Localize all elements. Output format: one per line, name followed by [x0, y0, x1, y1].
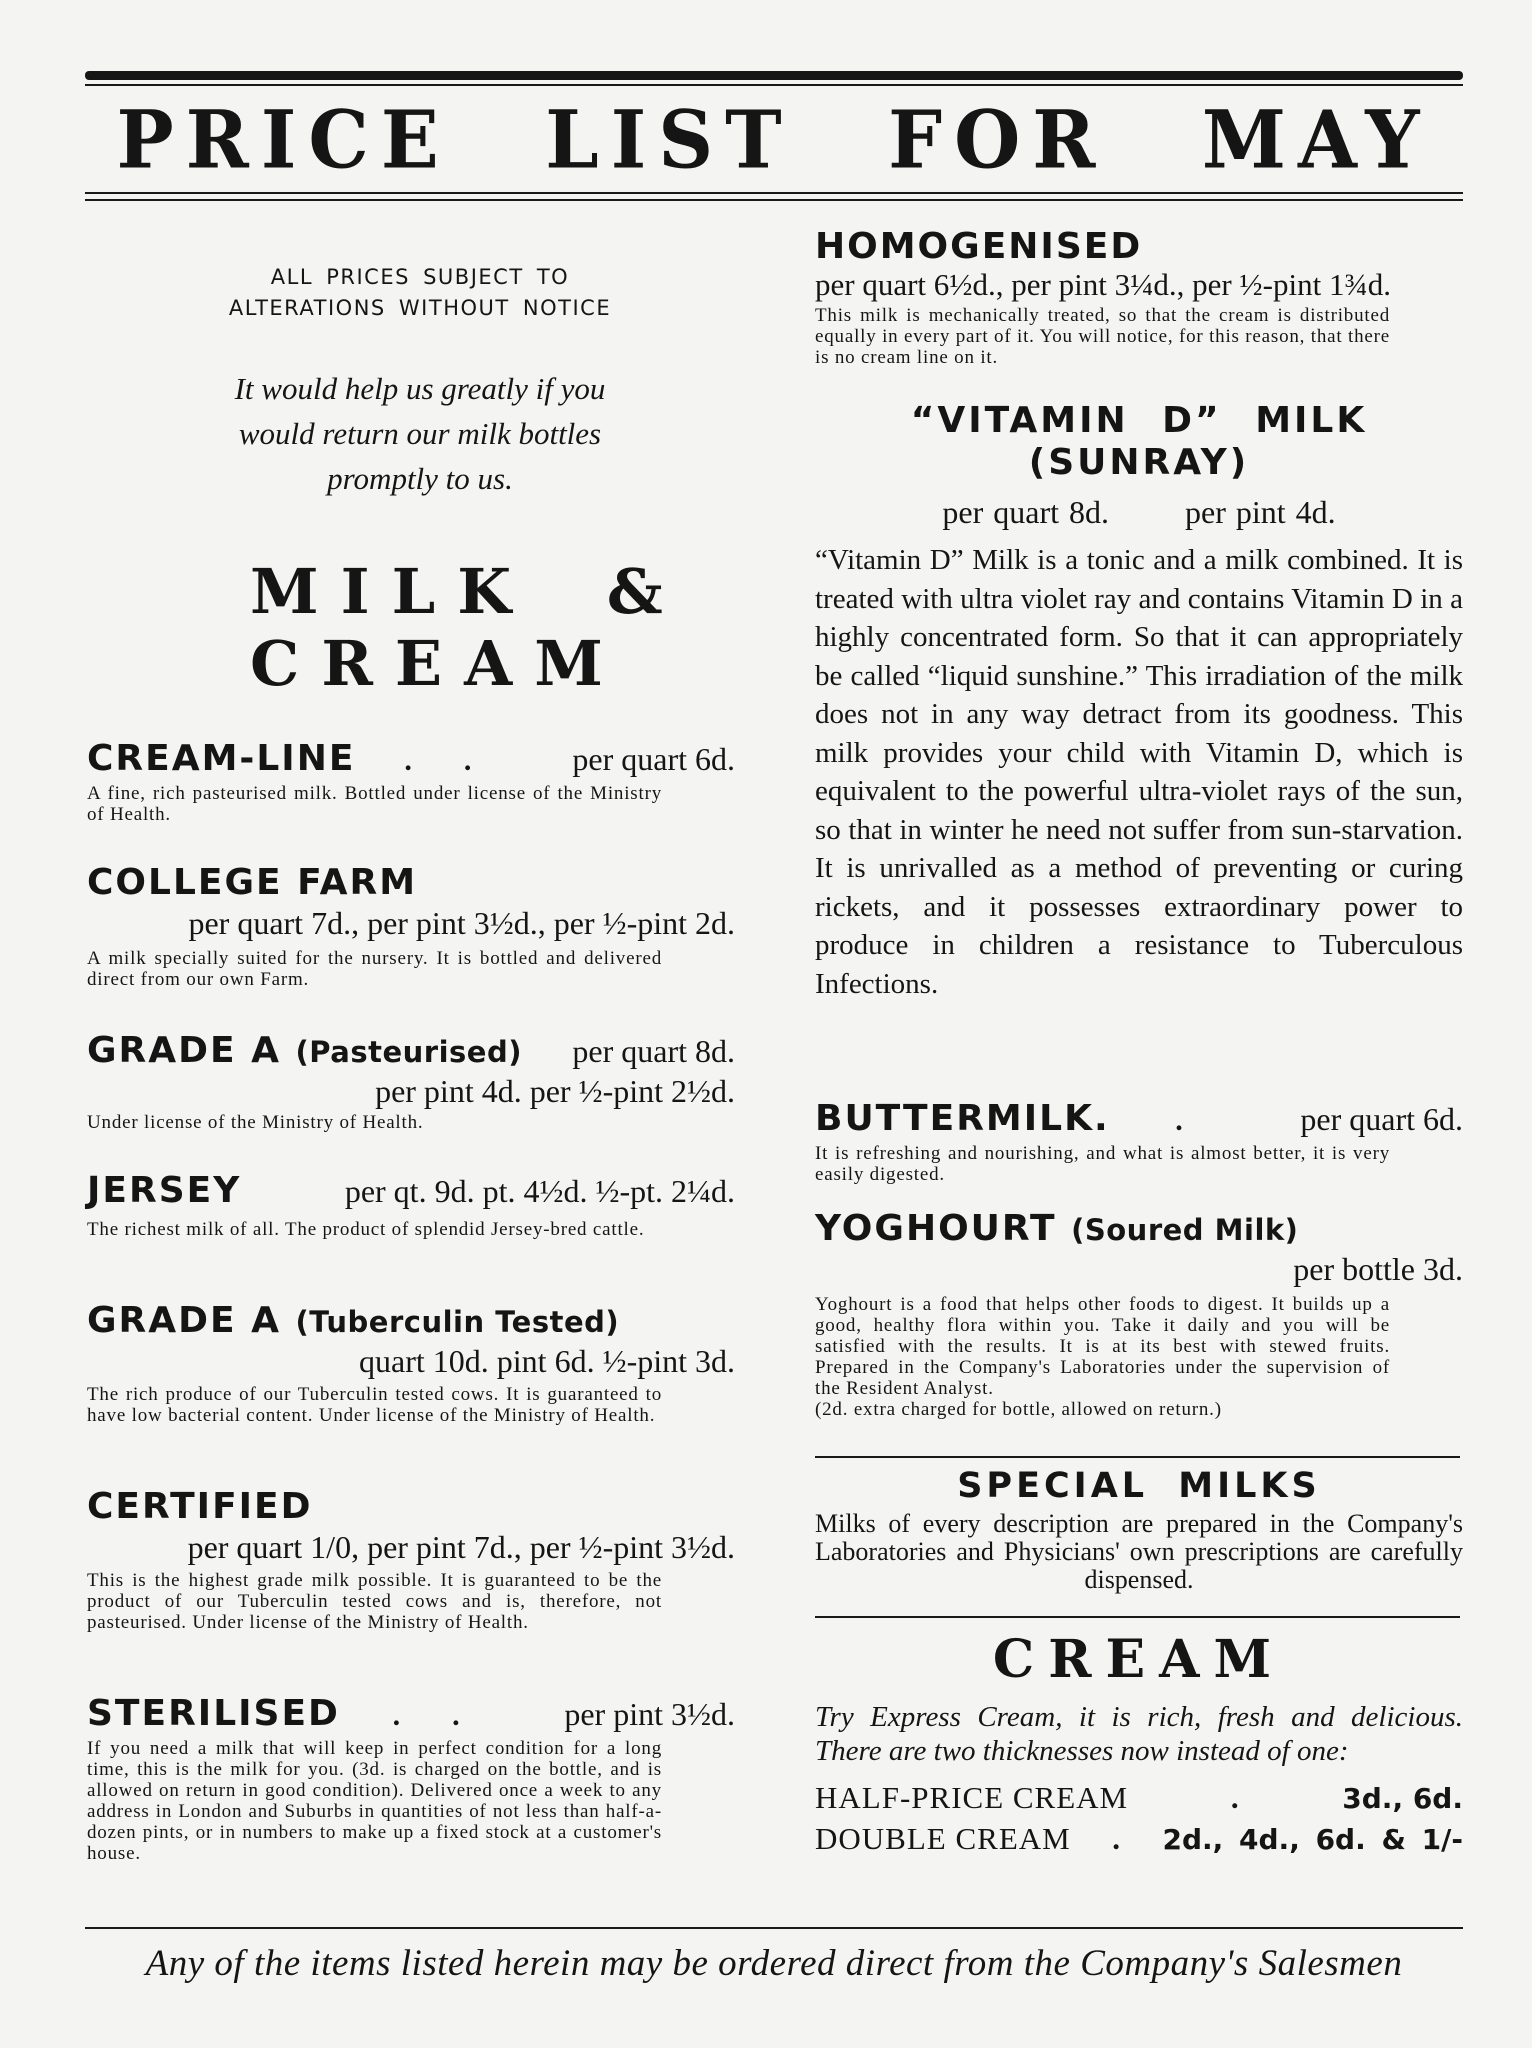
cream-row-label: DOUBLE CREAM: [815, 1821, 1071, 1856]
item-name-group: [815, 1208, 1463, 1249]
item-price: per bottle 3d.: [1293, 1251, 1463, 1287]
leader-dots: .: [1175, 1104, 1235, 1137]
special-milks-top-rule: [815, 1456, 1460, 1458]
item-price: per qt. 9d. pt. 4½d. ½-pt. 2¼d.: [344, 1173, 735, 1209]
leader-dots: .: [1112, 1821, 1121, 1856]
cream-row-label: HALF-PRICE CREAM: [815, 1780, 1129, 1815]
cream-intro: Try Express Cream, it is rich, fresh and delicious. There are two thicknesses now instead of one:: [815, 1701, 1463, 1767]
vitamin-d-price-pint: per pint 4d.: [1184, 494, 1336, 530]
cream-row-prices: 2d., 4d., 6d. & 1/-: [1162, 1823, 1463, 1856]
item-name: YOGHOURT: [815, 1208, 1057, 1249]
item-name: GRADE A: [87, 1030, 281, 1071]
special-milks-section: [815, 1466, 1463, 1594]
footer-rule: [85, 1927, 1463, 1929]
header-top-thick-rule: [85, 71, 1463, 80]
cream-row-half-price: [815, 1778, 1463, 1819]
item-name: CERTIFIED: [87, 1486, 313, 1527]
special-milks-bottom-rule: [815, 1616, 1460, 1618]
item-description: The richest milk of all. The product of splendid Jersey-bred cattle.: [87, 1219, 645, 1240]
item-description: A milk specially suited for the nursery. It is bottled and delivered direct from our own Farm.: [87, 948, 662, 990]
leader-dots: ..: [392, 1699, 512, 1732]
item-price-2: per pint 4d. per ½-pint 2½d.: [375, 1073, 735, 1109]
item-name: GRADE A: [87, 1300, 281, 1341]
cream-section: [815, 1628, 1463, 1860]
item-name: STERILISED: [87, 1693, 340, 1734]
price-notice: [170, 262, 670, 324]
item-grade-a-pasteurised: [87, 1030, 735, 1133]
vitamin-d-title: [815, 400, 1463, 484]
item-price: per pint 3½d.: [564, 1696, 735, 1732]
vitamin-d-description: “Vitamin D” Milk is a tonic and a milk combined. It is treated with ultra violet ray and contains Vitamin D in a highly concentrated form. So that it can appropriately be called “liquid sunshine.” This irradiation of the milk does not in any way detract from its goodness. This milk provides your child with Vitamin D, which is equivalent to the powerful ultra-violet rays of the sun, so that in winter he need not suffer from sun-starvation. It is unrivalled as a method of preventing or curing rickets, and it possesses extraordinary power to produce in children a resistance to Tuberculous Infections.: [815, 544, 1463, 1000]
item-description: The rich produce of our Tuberculin tested cows. It is guaranteed to have low bacterial content. Under license of the Ministry of Health.: [87, 1384, 662, 1426]
section-title-line-2: CREAM: [250, 627, 625, 700]
item-cream-line: [87, 738, 735, 825]
item-yoghourt: [815, 1208, 1463, 1420]
item-price-1: per quart 8d.: [572, 1033, 735, 1069]
section-title-line-1: MILK &: [250, 555, 685, 628]
cream-row-prices: 3d., 6d.: [1342, 1782, 1463, 1815]
item-description: A fine, rich pasteurised milk. Bottled under license of the Ministry of Health.: [87, 783, 662, 825]
item-qualifier: (Pasteurised): [295, 1035, 522, 1069]
item-name: JERSEY: [87, 1170, 242, 1211]
item-bottle-note: (2d. extra charged for bottle, allowed on return.): [815, 1399, 1222, 1420]
item-name-group: [87, 1300, 735, 1341]
vitamin-d-title-line-1: “VITAMIN D” MILK: [910, 400, 1368, 441]
item-price: per quart 1/0, per pint 7d., per ½-pint 3½d.: [187, 1529, 735, 1565]
footer-ordering-note: Any of the items listed herein may be ordered direct from the Company's Salesmen: [145, 1943, 1403, 1984]
cream-row-double: [815, 1819, 1463, 1860]
item-qualifier: (Tuberculin Tested): [295, 1305, 620, 1339]
item-jersey: [87, 1170, 735, 1240]
header-bottom-rule-2: [85, 199, 1463, 201]
cream-title: CREAM: [992, 1629, 1286, 1690]
notice-line-2: ALTERATIONS WITHOUT NOTICE: [228, 296, 612, 320]
notice-line-1: ALL PRICES SUBJECT TO: [270, 265, 570, 289]
item-description: This is the highest grade milk possible. It is guaranteed to be the product of our Tuberculin tested cows and is, therefore, not pasteurised. Under license of the Ministry of Health.: [87, 1570, 662, 1633]
item-name: COLLEGE FARM: [87, 862, 418, 903]
appeal-line-1: It would help us greatly if you: [234, 371, 606, 406]
item-price: per quart 6½d., per pint 3¼d., per ½-pint 1¾d.: [815, 267, 1391, 302]
appeal-line-2: would return our milk bottles: [238, 416, 602, 451]
header-bottom-rule-1: [85, 192, 1463, 194]
special-milks-title: SPECIAL MILKS: [957, 1466, 1321, 1506]
item-description: If you need a milk that will keep in perfect condition for a long time, this is the milk for you. (3d. is charged on the bottle, and is allowed on return in good condition). Delivered once a week to any address in London and Suburbs in quantities of not less than half-a-dozen pints, or in numbers to make up a fixed stock at a customer's house.: [87, 1738, 662, 1864]
item-buttermilk: [815, 1098, 1463, 1185]
item-name: HOMOGENISED: [815, 226, 1143, 267]
leader-dots: ..: [404, 744, 524, 777]
item-name-group: [87, 1030, 522, 1071]
item-qualifier: (Soured Milk): [1071, 1213, 1299, 1247]
item-price: per quart 6d.: [572, 741, 735, 777]
special-milks-description: Milks of every description are prepared in the Company's Laboratories and Physicians' own prescriptions are carefully dispensed.: [815, 1509, 1463, 1594]
item-description: It is refreshing and nourishing, and what is almost better, it is very easily digested.: [815, 1143, 1390, 1185]
item-college-farm: [87, 862, 735, 990]
vitamin-d-prices: [815, 494, 1463, 531]
item-vitamin-d-milk: [815, 400, 1463, 1003]
item-price: quart 10d. pint 6d. ½-pint 3d.: [359, 1343, 735, 1379]
item-description: This milk is mechanically treated, so that the cream is distributed equally in every part of it. You will notice, for this reason, that there is no cream line on it.: [815, 305, 1390, 368]
item-description: Under license of the Ministry of Health.: [87, 1112, 424, 1133]
item-certified: [87, 1486, 735, 1633]
leader-dots: .: [1230, 1780, 1240, 1815]
vitamin-d-price-quart: per quart 8d.: [942, 494, 1109, 530]
item-price: per quart 6d.: [1300, 1101, 1463, 1137]
item-homogenised: [815, 226, 1463, 368]
item-name: BUTTERMILK.: [815, 1098, 1110, 1139]
bottle-return-appeal: [170, 366, 670, 501]
milk-cream-section-title: [250, 556, 685, 700]
item-grade-a-tuberculin-tested: [87, 1300, 735, 1426]
vitamin-d-title-line-2: (SUNRAY): [1028, 442, 1250, 483]
page-title: PRICE LIST FOR MAY: [116, 92, 1432, 187]
header-top-thin-rule: [85, 84, 1463, 86]
item-sterilised: [87, 1693, 735, 1864]
item-description: Yoghourt is a food that helps other foods to digest. It builds up a good, healthy flora within you. Take it daily and you will be satisfied with the results. It is at its best with stewed fruits. Prepared in the Company's Laboratories under the supervision of the Resident Analyst.: [815, 1294, 1390, 1399]
item-name: CREAM-LINE: [87, 738, 356, 779]
item-price: per quart 7d., per pint 3½d., per ½-pint 2d.: [188, 905, 735, 941]
appeal-line-3: promptly to us.: [327, 461, 513, 496]
